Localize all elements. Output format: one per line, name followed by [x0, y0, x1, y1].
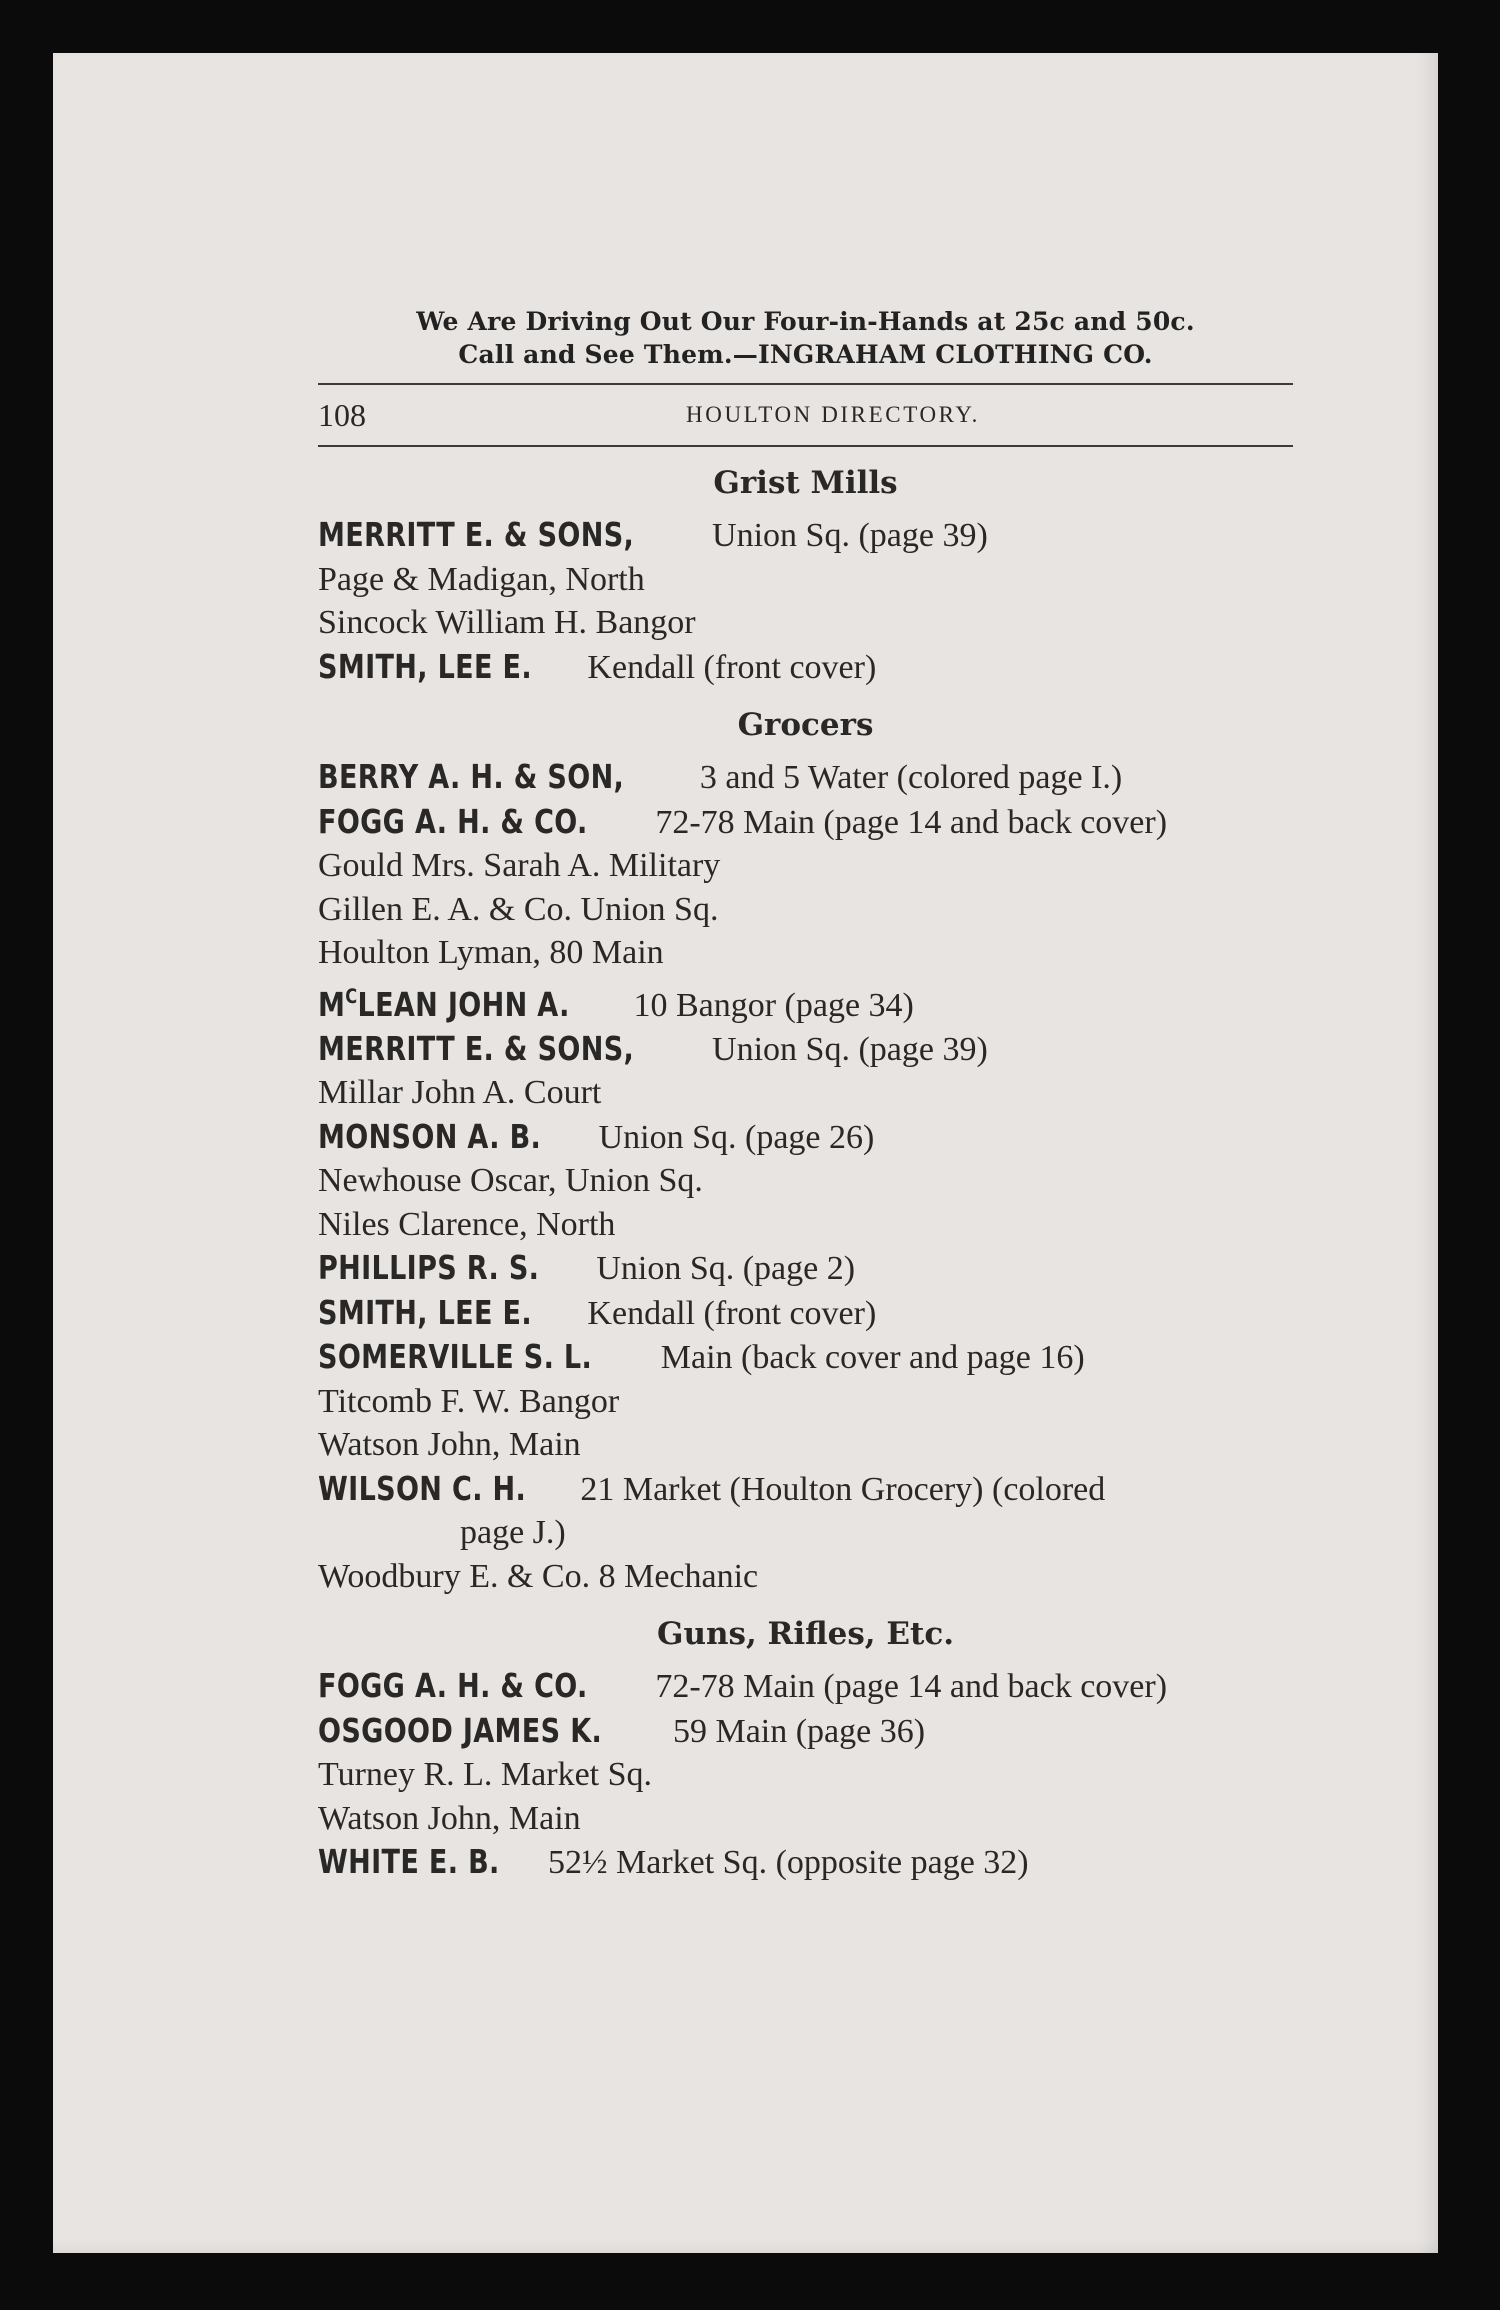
entry-name: MONSON A. B. — [318, 1116, 542, 1156]
entry-detail: 72-78 Main (page 14 and back cover) — [655, 803, 1168, 841]
list-item — [318, 1246, 1293, 1291]
list-item — [318, 1335, 1293, 1380]
entry-detail: Union Sq. (page 39) — [712, 1030, 988, 1068]
entry-detail: Millar John A. Court — [318, 1074, 602, 1112]
advertisement-banner — [318, 305, 1293, 371]
list-item — [318, 1467, 1293, 1555]
entry-name: PHILLIPS R. S. — [318, 1248, 540, 1288]
grist-mills-list — [318, 513, 1293, 689]
entry-detail: 52½ Market Sq. (opposite page 32) — [548, 1844, 1029, 1882]
list-item — [318, 1753, 1293, 1797]
list-item — [318, 755, 1293, 800]
entry-name: WHITE E. B. — [318, 1842, 500, 1882]
list-item — [318, 1291, 1293, 1336]
list-item — [318, 1380, 1293, 1424]
entry-detail: Union Sq. (page 26) — [598, 1118, 875, 1156]
list-item — [318, 931, 1293, 975]
entry-detail: Sincock William H. Bangor — [318, 604, 696, 641]
entry-name: SMITH, LEE E. — [318, 646, 532, 686]
list-item — [318, 844, 1293, 888]
list-item — [318, 601, 1293, 645]
entry-detail: Niles Clarence, North — [318, 1205, 616, 1243]
list-item — [318, 1840, 1293, 1885]
entry-detail: Gillen E. A. & Co. Union Sq. — [318, 890, 719, 928]
entry-detail: 72-78 Main (page 14 and back cover) — [655, 1668, 1168, 1706]
entry-detail: Newhouse Oscar, Union Sq. — [318, 1162, 703, 1200]
entry-detail: Union Sq. (page 39) — [712, 517, 988, 554]
header-rule — [318, 445, 1293, 447]
list-item — [318, 1203, 1293, 1247]
entry-detail: Watson John, Main — [318, 1799, 581, 1837]
entry-detail: Page & Madigan, North — [318, 560, 645, 598]
entry-name: SOMERVILLE S. L. — [318, 1337, 593, 1377]
list-item — [318, 1071, 1293, 1115]
list-item — [318, 1115, 1293, 1160]
entry-name — [318, 975, 570, 1026]
entry-name: OSGOOD JAMES K. — [318, 1710, 603, 1750]
entry-detail: 10 Bangor (page 34) — [633, 986, 914, 1024]
entry-detail: 59 Main (page 36) — [672, 1712, 926, 1750]
list-item — [318, 1555, 1293, 1599]
entry-detail: Kendall (front cover) — [587, 648, 877, 686]
entry-detail: 21 Market (Houlton Grocery) (colored — [580, 1470, 1106, 1508]
entry-detail: Houlton Lyman, 80 Main — [318, 934, 664, 971]
entry-name: MERRITT E. & SONS, — [318, 515, 635, 554]
entry-detail: 3 and 5 Water (colored page I.) — [699, 759, 1123, 796]
list-item — [318, 558, 1293, 602]
guns-list — [318, 1664, 1293, 1885]
ad-line-1: We Are Driving Out Our Four-in-Hands at 25c and 50c. — [416, 307, 1195, 336]
running-title: HOULTON DIRECTORY. — [686, 402, 980, 427]
entry-detail: Woodbury E. & Co. 8 Mechanic — [318, 1557, 759, 1595]
entry-detail: Kendall (front cover) — [587, 1294, 877, 1332]
entry-detail: Main (back cover and page 16) — [660, 1339, 1085, 1377]
list-item — [318, 1709, 1293, 1754]
entry-detail: Titcomb F. W. Bangor — [318, 1382, 620, 1420]
section-heading-guns: Guns, Rifles, Etc. — [656, 1616, 955, 1653]
directory-page — [53, 53, 1438, 2253]
entry-detail: Union Sq. (page 2) — [596, 1250, 856, 1288]
entry-name-prefix: M — [318, 984, 346, 1024]
entry-name: FOGG A. H. & CO. — [318, 801, 588, 841]
entry-detail: Turney R. L. Market Sq. — [318, 1756, 653, 1794]
entry-detail: Watson John, Main — [318, 1426, 581, 1464]
ad-line-2: Call and See Them.—INGRAHAM CLOTHING CO. — [458, 340, 1153, 369]
page-content — [318, 305, 1293, 1885]
running-header — [318, 385, 1293, 445]
entry-detail: Gould Mrs. Sarah A. Military — [318, 847, 721, 884]
list-item — [318, 1664, 1293, 1709]
entry-name-rest: LEAN JOHN A. — [357, 984, 570, 1024]
list-item — [318, 513, 1293, 558]
list-item — [318, 975, 1293, 1027]
list-item — [318, 888, 1293, 932]
entry-continuation: page J.) — [460, 1514, 566, 1552]
entry-name: SMITH, LEE E. — [318, 1292, 532, 1332]
entry-name: MERRITT E. & SONS, — [318, 1028, 635, 1068]
page-number: 108 — [318, 397, 366, 433]
entry-name-superscript: C — [345, 984, 358, 1008]
section-heading-grocers: Grocers — [737, 707, 874, 743]
list-item — [318, 1797, 1293, 1841]
section-heading-grist-mills: Grist Mills — [713, 465, 898, 501]
list-item — [318, 645, 1293, 690]
list-item — [318, 1423, 1293, 1467]
entry-name: WILSON C. H. — [318, 1468, 527, 1508]
list-item — [318, 1159, 1293, 1203]
list-item — [318, 800, 1293, 845]
entry-name: FOGG A. H. & CO. — [318, 1666, 588, 1706]
grocers-list — [318, 755, 1293, 1598]
entry-name: BERRY A. H. & SON, — [318, 757, 625, 796]
list-item — [318, 1027, 1293, 1072]
